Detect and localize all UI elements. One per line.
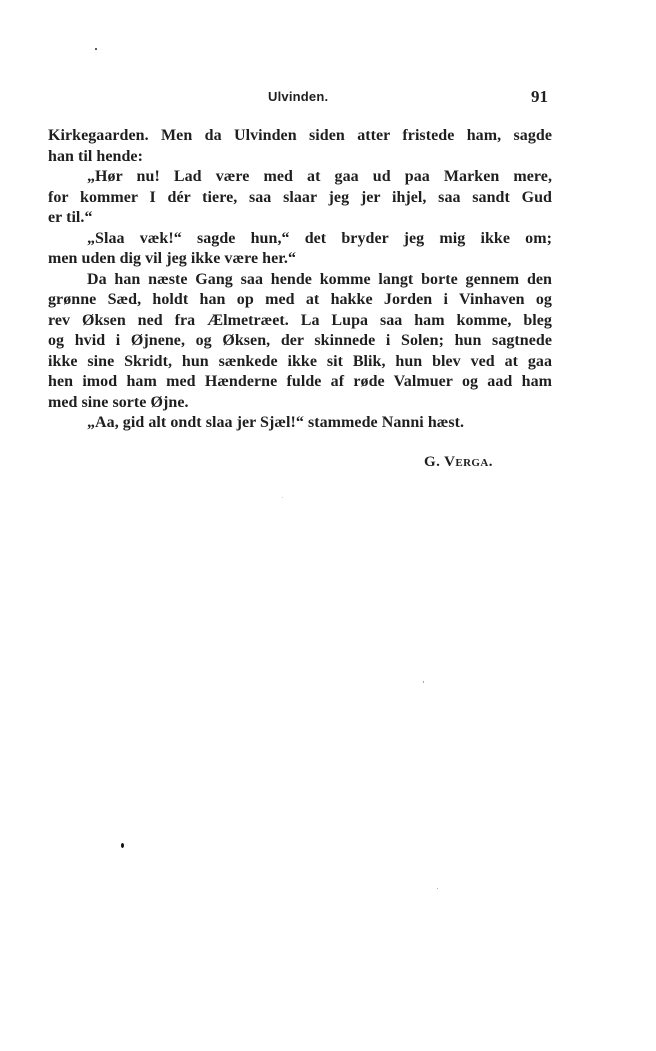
text-line: „Hør nu! Lad være med at gaa ud paa Marken mere, [87, 168, 552, 185]
print-speck [437, 888, 438, 889]
signature-text: G. Verga. [424, 454, 493, 470]
text-line: Kirkegaarden. Men da Ulvinden siden atter fristede ham, sagde [48, 127, 552, 144]
author-signature [424, 454, 493, 471]
running-title: Ulvinden. [268, 89, 329, 104]
text-line: hen imod ham med Hænderne fulde af røde Valmuer og aad ham [48, 373, 552, 390]
text-line: ikke sine Skridt, hun sænkede ikke sit Blik, hun blev ved at gaa [48, 352, 552, 370]
text-line: og hvid i Øjnene, og Øksen, der skinnede i Solen; hun sagtnede [48, 332, 552, 349]
text-line: med sine sorte Øjne. [48, 393, 189, 411]
page-number: 91 [531, 87, 548, 106]
text-line: „Aa, gid alt ondt slaa jer Sjæl!“ stammede Nanni hæst. [87, 414, 465, 431]
print-speck [121, 843, 124, 848]
text-line: er til.“ [48, 209, 93, 226]
print-speck [423, 681, 424, 683]
body-text [48, 126, 552, 434]
print-speck [95, 48, 97, 50]
text-line: grønne Sæd, holdt han op med at hakke Jorden i Vinhaven og [48, 291, 552, 308]
text-line: han til hende: [48, 147, 143, 165]
text-line: rev Øksen ned fra Ælmetræet. La Lupa saa ham komme, bleg [48, 311, 552, 329]
text-line: for kommer I dér tiere, saa slaar jeg jer ihjel, saa sandt Gud [48, 188, 552, 206]
text-line: „Slaa væk!“ sagde hun,“ det bryder jeg mig ikke om; [87, 229, 552, 247]
text-line: men uden dig vil jeg ikke være her.“ [48, 250, 297, 267]
print-speck [282, 497, 283, 498]
text-line: Da han næste Gang saa hende komme langt borte gennem den [87, 270, 552, 288]
